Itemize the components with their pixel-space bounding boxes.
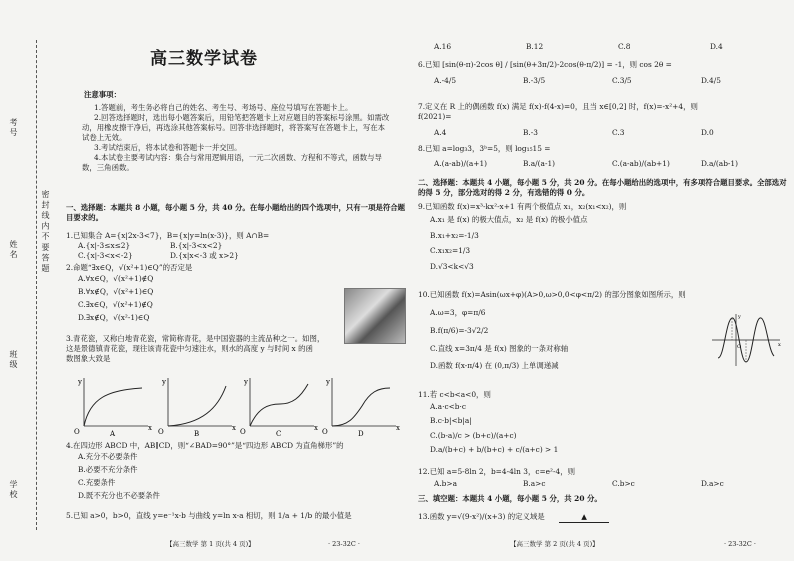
q7-option-a: A.4 xyxy=(434,127,447,137)
q5-options xyxy=(434,42,794,52)
q3-stem-line3: 数图象大致是 xyxy=(66,353,111,363)
question-12 xyxy=(418,467,790,489)
q10-option-d: D.函数 f(x-π/4) 在 (0,π/3) 上单调递减 xyxy=(430,361,559,371)
banji-label: 班级 xyxy=(9,350,18,370)
q3-graph-a xyxy=(74,378,152,436)
q3-label-c: C xyxy=(276,430,282,436)
svg-text:x: x xyxy=(232,424,236,432)
question-4 xyxy=(66,441,406,503)
question-7 xyxy=(418,102,790,138)
q4-option-a: A.充分不必要条件 xyxy=(78,451,138,461)
svg-text:O: O xyxy=(240,428,246,436)
notice-item: 4.本试卷主要考试内容：集合与常用逻辑用语，一元二次函数、方程和不等式，函数与导数，三角函数。 xyxy=(82,152,382,172)
svg-text:x: x xyxy=(396,424,400,432)
q3-label-d: D xyxy=(358,430,364,436)
q11-option-d: D.a/(b+c) + b/(b+c) + c/(a+c) > 1 xyxy=(430,445,559,455)
q6-option-c: C.3/5 xyxy=(612,75,632,85)
q9-stem: 9.已知函数 f(x)=x³-kx²-x+1 有两个极值点 x₁，x₂(x₁<x₂)，则 xyxy=(418,202,627,211)
question-6 xyxy=(418,60,790,86)
footer-right: 【高三数学 第 2 页(共 4 页)】 xyxy=(510,540,599,548)
q3-stem-line2: 这是景德镇青花瓷，现往该青花瓷中匀速注水，则水的高度 y 与时间 x 的函 xyxy=(66,343,313,353)
svg-text:x: x xyxy=(148,424,152,432)
q8-option-b: B.a/(a-1) xyxy=(523,158,556,168)
kaohao-label: 考号 xyxy=(9,118,18,138)
notice-item: 3.考试结束后，将本试卷和答题卡一并交回。 xyxy=(94,142,242,152)
q8-option-d: D.a/(ab-1) xyxy=(701,158,739,168)
q7-stem-line1: 7.定义在 R 上的偶函数 f(x) 满足 f(x)-f(4-x)=0，且当 x∈[0,2] 时，f(x)=-x²+4，则 xyxy=(418,102,698,111)
q12-option-b: B.a>c xyxy=(523,478,546,488)
notice-list xyxy=(82,103,392,173)
q5-option-d: D.4 xyxy=(710,42,723,51)
notice-heading: 注意事项： xyxy=(84,90,121,99)
q3-graph-b xyxy=(158,378,236,436)
q4-option-b: B.必要不充分条件 xyxy=(78,464,138,474)
question-2 xyxy=(66,263,336,325)
q4-option-c: C.充要条件 xyxy=(78,477,116,487)
svg-text:x: x xyxy=(778,342,781,348)
svg-text:x: x xyxy=(314,424,318,432)
binding-strip xyxy=(0,0,58,561)
page-title: 高三数学试卷 xyxy=(150,49,258,69)
seal-line xyxy=(36,40,37,530)
q12-stem: 12.已知 a=5-8ln 2，b=4-4ln 3，c=e²-4，则 xyxy=(418,467,575,476)
section1-heading: 一、选择题：本题共 8 小题，每小题 5 分，共 40 分。在每小题给出的四个选项中，只有一项是符合题目要求的。 xyxy=(66,203,406,222)
q1-option-c: C.{x|-3<x<-2} xyxy=(78,250,133,260)
xuexiao-label: 学校 xyxy=(9,480,18,500)
svg-text:y: y xyxy=(162,378,166,386)
q2-stem: 2.命题“∃x∈Q，√(x²+1)∈Q”的否定是 xyxy=(66,263,193,272)
question-5 xyxy=(66,511,406,521)
svg-text:y: y xyxy=(78,378,82,386)
q1-option-b: B.{x|-3<x<2} xyxy=(170,240,223,250)
q5-option-c: C.8 xyxy=(618,42,631,51)
q9-option-a: A.x₁ 是 f(x) 的极大值点，x₂ 是 f(x) 的极小值点 xyxy=(430,214,588,224)
svg-text:O: O xyxy=(74,428,80,436)
q10-option-c: C.直线 x=3π/4 是 f(x) 图象的一条对称轴 xyxy=(430,343,569,353)
q10-sine-graph xyxy=(710,310,782,368)
q3-graph-c xyxy=(240,378,318,436)
q1-option-a: A.{x|-3≤x≤2} xyxy=(78,240,131,250)
q8-option-c: C.(a-ab)/(ab+1) xyxy=(612,158,670,168)
question-11 xyxy=(418,390,790,458)
q7-option-d: D.0 xyxy=(701,127,714,137)
question-9 xyxy=(418,202,790,274)
q2-option-a: A.∀x∈Q，√(x²+1)∉Q xyxy=(78,273,154,283)
q8-stem: 8.已知 a=log₃3，3ᵇ=5，则 log₁₅15 = xyxy=(418,144,551,153)
q5-option-b: B.12 xyxy=(526,42,544,51)
q6-option-b: B.-3/5 xyxy=(523,75,546,85)
question-1 xyxy=(66,231,406,261)
q4-option-d: D.既不充分也不必要条件 xyxy=(78,490,160,500)
footer-left-code: · 23-32C · xyxy=(328,540,360,548)
q13-stem: 13.函数 y=√(9-x²)/(x+3) 的定义域是 xyxy=(418,512,545,521)
svg-text:y: y xyxy=(738,314,741,320)
q11-option-a: A.a·c<b·c xyxy=(430,401,466,411)
q3-label-a: A xyxy=(110,430,116,436)
q9-option-b: B.x₁+x₂=-1/3 xyxy=(430,230,479,240)
q6-stem: 6.已知 [sin(θ-π)-2cos θ] / [sin(θ+3π/2)-2cos(θ-π/2)] = -1，则 cos 2θ = xyxy=(418,60,672,69)
q3-stem-line1: 3.青花瓷，又称白地青花瓷，常简称青花，是中国瓷器的主流品种之一。如图， xyxy=(66,334,325,343)
q12-option-a: A.b>a xyxy=(434,478,458,488)
question-13 xyxy=(418,512,790,523)
q11-stem: 11.若 c<b<a<0，则 xyxy=(418,390,491,399)
q12-option-d: D.a>c xyxy=(701,478,724,488)
xingming-label: 姓名 xyxy=(9,240,18,260)
q9-option-c: C.x₁x₂=1/3 xyxy=(430,246,471,256)
q7-option-b: B.-3 xyxy=(523,127,538,137)
q11-option-c: C.(b-a)/c > (b+c)/(a+c) xyxy=(430,430,517,440)
q5-option-a: A.16 xyxy=(434,42,452,51)
q10-option-a: A.ω=3，φ=π/6 xyxy=(430,307,486,317)
q7-stem-line2: f(2021)= xyxy=(418,111,452,121)
q3-graphs xyxy=(72,376,406,436)
q9-option-d: D.√3<k<√3 xyxy=(430,261,474,271)
q12-option-c: C.b>c xyxy=(612,478,635,488)
q6-option-d: D.4/5 xyxy=(701,75,721,85)
q2-option-d: D.∃x∉Q，√(x²-1)∈Q xyxy=(78,312,150,322)
svg-text:O: O xyxy=(322,428,328,436)
q4-stem: 4.在四边形 ABCD 中，AB∥CD，则“∠BAD=90°”是“四边形 ABCD 为直角梯形”的 xyxy=(66,441,344,450)
q10-stem: 10.已知函数 f(x)=Asin(ωx+φ)(A>0,ω>0,0<φ<π/2) 的部分图象如图所示，则 xyxy=(418,290,686,299)
q5-stem: 5.已知 a>0，b>0，直线 y=e⁻¹x-b 与曲线 y=ln x-a 相切，则 1/a + 1/b 的最小值是 xyxy=(66,511,352,520)
q3-graph-d xyxy=(322,378,400,436)
section2-heading: 二、选择题：本题共 4 小题，每小题 5 分，共 20 分。在每小题给出的选项中，有多项符合题目要求。全部选对的得 5 分，部分选对的得 2 分，有选错的得 0 分。 xyxy=(418,178,787,197)
q8-option-a: A.(a-ab)/(a+1) xyxy=(434,158,488,168)
q3-label-b: B xyxy=(194,430,200,436)
q1-stem: 1.已知集合 A={x|2x-3<7}，B={x|y=ln(x-3)}，则 A∩B= xyxy=(66,231,270,240)
footer-left: 【高三数学 第 1 页(共 4 页)】 xyxy=(166,540,255,548)
svg-text:y: y xyxy=(244,378,248,386)
footer-right-code: · 23-32C · xyxy=(724,540,756,548)
notice-item: 2.回答选择题时，选出每小题答案后，用铅笔把答题卡上对应题目的答案标号涂黑。如需改动，用橡皮擦干净后，再选涂其他答案标号。回答非选择题时，将答案写在答题卡上，写在本试卷上无效。 xyxy=(82,112,390,142)
q11-option-b: B.c·b|<b|a| xyxy=(430,416,472,426)
question-8 xyxy=(418,144,790,169)
notice-item: 1.答题前，考生务必将自己的姓名、考生号、考场号、座位号填写在答题卡上。 xyxy=(94,103,353,112)
q1-option-d: D.{x|x<-3 或 x>2} xyxy=(170,250,239,260)
svg-text:y: y xyxy=(326,378,330,386)
question-3 xyxy=(66,334,406,364)
svg-text:O: O xyxy=(737,344,742,350)
svg-text:O: O xyxy=(158,428,164,436)
q10-option-b: B.f(π/6)=-3√2/2 xyxy=(430,325,489,335)
question-10 xyxy=(418,290,718,375)
q13-answer-blank: ▲ xyxy=(559,512,609,523)
q6-option-a: A.-4/5 xyxy=(434,75,457,85)
q7-option-c: C.3 xyxy=(612,127,625,137)
seal-text: 密 封 线 内 不 要 答 题 xyxy=(41,190,50,272)
q2-option-b: B.∀x∉Q，√(x²+1)∈Q xyxy=(78,286,154,296)
q2-option-c: C.∃x∈Q，√(x²+1)∉Q xyxy=(78,299,153,309)
section3-heading: 三、填空题：本题共 4 小题，每小题 5 分，共 20 分。 xyxy=(418,494,602,503)
